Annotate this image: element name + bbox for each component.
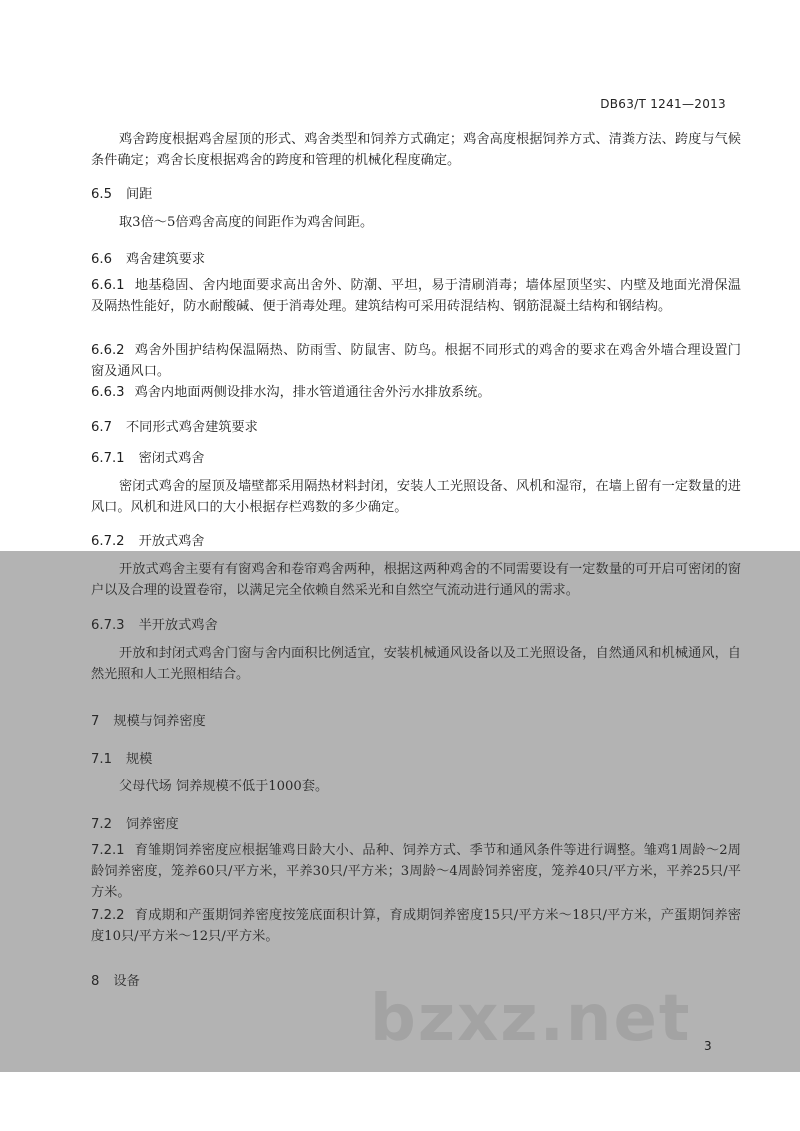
clause-text: 育成期和产蛋期饲养密度按笼底面积计算，育成期饲养密度15只/平方米～18只/平方米，产蛋期饲养密度10只/平方米～12只/平方米。 [91, 908, 741, 944]
clause-7-2-2 [91, 905, 741, 947]
section-title: 设备 [113, 974, 140, 989]
section-number: 7.2 [91, 817, 112, 832]
heading-6-7-1 [91, 447, 205, 466]
clause-7-2-1 [91, 840, 741, 903]
clause-number: 6.6.1 [91, 278, 125, 293]
clause-6-6-3 [91, 382, 741, 403]
heading-8 [91, 970, 140, 989]
heading-6-7-2 [91, 530, 205, 549]
paragraph-6-5: 取3倍～5倍鸡舍高度的间距作为鸡舍间距。 [119, 215, 374, 230]
section-title: 密闭式鸡舍 [138, 451, 205, 466]
heading-6-7-3 [91, 614, 218, 633]
clause-number: 7.2.1 [91, 843, 125, 858]
heading-7-1 [91, 748, 152, 767]
section-title: 半开放式鸡舍 [138, 618, 218, 633]
heading-7 [91, 710, 206, 729]
section-title: 鸡舍建筑要求 [125, 252, 206, 267]
section-number: 7.1 [91, 752, 112, 767]
clause-text: 鸡舍内地面两侧设排水沟，排水管道通往舍外污水排放系统。 [134, 385, 491, 400]
section-number: 6.7 [91, 420, 112, 435]
clause-text: 育雏期饲养密度应根据雏鸡日龄大小、品种、饲养方式、季节和通风条件等进行调整。雏鸡1周龄～2周龄饲养密度，笼养60只/平方米，平养30只/平方米；3周龄～4周龄饲养密度，笼养40只/平方米，平养25只/平方米。 [91, 843, 741, 900]
clause-number: 6.6.2 [91, 343, 125, 358]
section-number: 6.7.3 [91, 618, 125, 633]
paragraph-6-4-continued: 鸡舍跨度根据鸡舍屋顶的形式、鸡舍类型和饲养方式确定；鸡舍高度根据饲养方式、清粪方法、跨度与气候条件确定；鸡舍长度根据鸡舍的跨度和管理的机械化程度确定。 [91, 132, 741, 168]
section-number: 7 [91, 714, 100, 729]
paragraph-7-1: 父母代场 饲养规模不低于1000套。 [119, 779, 329, 794]
heading-6-7 [91, 416, 258, 435]
section-number: 6.7.2 [91, 534, 125, 549]
clause-text: 地基稳固、舍内地面要求高出舍外、防潮、平坦，易于清刷消毒；墙体屋顶坚实、内壁及地面光滑保温及隔热性能好，防水耐酸碱、便于消毒处理。建筑结构可采用砖混结构、钢筋混凝土结构和钢结构。 [91, 278, 741, 314]
section-title: 间距 [125, 187, 153, 202]
page-number: 3 [704, 1039, 712, 1053]
paragraph-6-7-3: 开放和封闭式鸡舍门窗与舍内面积比例适宜，安装机械通风设备以及工光照设备，自然通风和机械通风，自然光照和人工光照相结合。 [91, 646, 741, 682]
section-title: 开放式鸡舍 [138, 534, 205, 549]
section-title: 规模与饲养密度 [113, 714, 206, 729]
section-title: 规模 [125, 752, 153, 767]
section-title: 不同形式鸡舍建筑要求 [125, 420, 258, 435]
clause-text: 鸡舍外围护结构保温隔热、防雨雪、防鼠害、防鸟。根据不同形式的鸡舍的要求在鸡舍外墙合理设置门窗及通风口。 [91, 343, 741, 379]
section-number: 8 [91, 974, 100, 989]
watermark: bzxz.net [370, 982, 692, 1056]
paragraph-6-7-2: 开放式鸡舍主要有有窗鸡舍和卷帘鸡舍两种，根据这两种鸡舍的不同需要设有一定数量的可开启可密闭的窗户以及合理的设置卷帘，以满足完全依赖自然采光和自然空气流动进行通风的需求。 [91, 562, 741, 598]
section-number: 6.6 [91, 252, 112, 267]
paragraph-6-7-1: 密闭式鸡舍的屋顶及墙壁都采用隔热材料封闭，安装人工光照设备、风机和湿帘，在墙上留有一定数量的进风口。风机和进风口的大小根据存栏鸡数的多少确定。 [91, 479, 741, 515]
section-number: 6.5 [91, 187, 112, 202]
heading-6-6 [91, 248, 205, 267]
clause-6-6-1 [91, 275, 741, 317]
heading-6-5 [91, 183, 152, 202]
clause-number: 7.2.2 [91, 908, 125, 923]
heading-7-2 [91, 813, 179, 832]
section-title: 饲养密度 [125, 817, 179, 832]
clause-6-6-2 [91, 340, 741, 382]
standard-number: DB63/T 1241—2013 [600, 97, 726, 111]
clause-number: 6.6.3 [91, 385, 125, 400]
section-number: 6.7.1 [91, 451, 125, 466]
